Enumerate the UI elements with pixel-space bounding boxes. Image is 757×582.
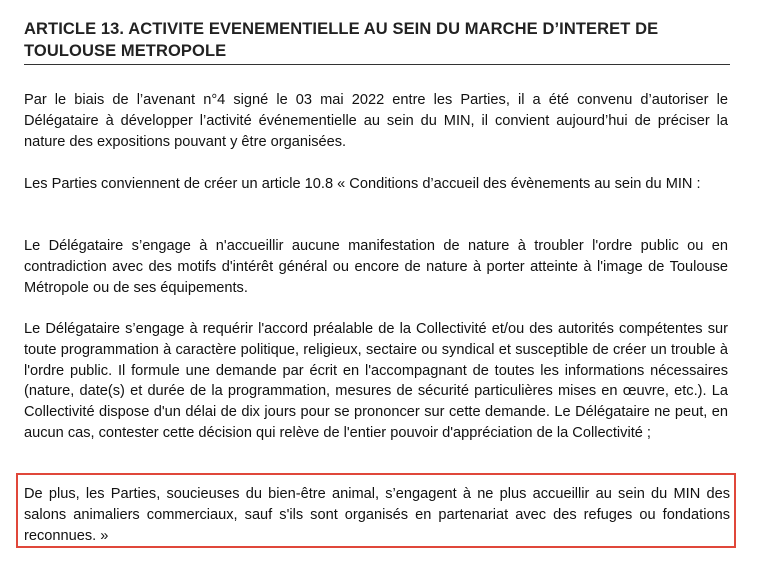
paragraph-accord-prealable: Le Délégataire s’engage à requérir l'accord préalable de la Collectivité et/ou des autorités compétentes sur toute programmation à caractère politique, religieux, sectaire ou syndical et susceptible de créer un trouble à l'ordre public. Il formule une demande par écrit en l'accompagnant de toutes les informations nécessaires (nature, date(s) et durée de la programmation, mesures de sécurité particulières mises en œuvre, etc.). La Collectivité dispose d'un délai de dix jours pour se prononcer sur cette demande. Le Délégataire ne peut, en aucun cas, contester cette décision qui relève de l'entier pouvoir d'appréciation de la Collectivité ; xyxy=(24,321,728,441)
paragraph-bien-etre-animal: De plus, les Parties, soucieuses du bien-être animal, s’engagent à ne plus accueillir au sein du MIN des salons animaliers commerciaux, sauf s'ils sont organisés en partenariat avec des refuges ou fondations reconnues. » xyxy=(24,486,730,544)
paragraph-article-10-8: Les Parties conviennent de créer un article 10.8 « Conditions d’accueil des évènements au sein du MIN : xyxy=(24,176,701,192)
paragraph-ordre-public: Le Délégataire s’engage à n'accueillir aucune manifestation de nature à troubler l'ordre public ou en contradiction avec des motifs d'intérêt général ou encore de nature à porter atteinte à l'image de Toulouse Métropole ou de ses équipements. xyxy=(24,238,728,296)
paragraph-avenant: Par le biais de l’avenant n°4 signé le 03 mai 2022 entre les Parties, il a été convenu d’autoriser le Délégataire à développer l’activité événementielle au sein du MIN, il convient aujourd’hui de préciser la nature des expositions pouvant y être organisées. xyxy=(24,92,728,150)
article-title: ARTICLE 13. ACTIVITE EVENEMENTIELLE AU SEIN DU MARCHE D’INTERET DE TOULOUSE METROPOLE xyxy=(24,18,730,65)
